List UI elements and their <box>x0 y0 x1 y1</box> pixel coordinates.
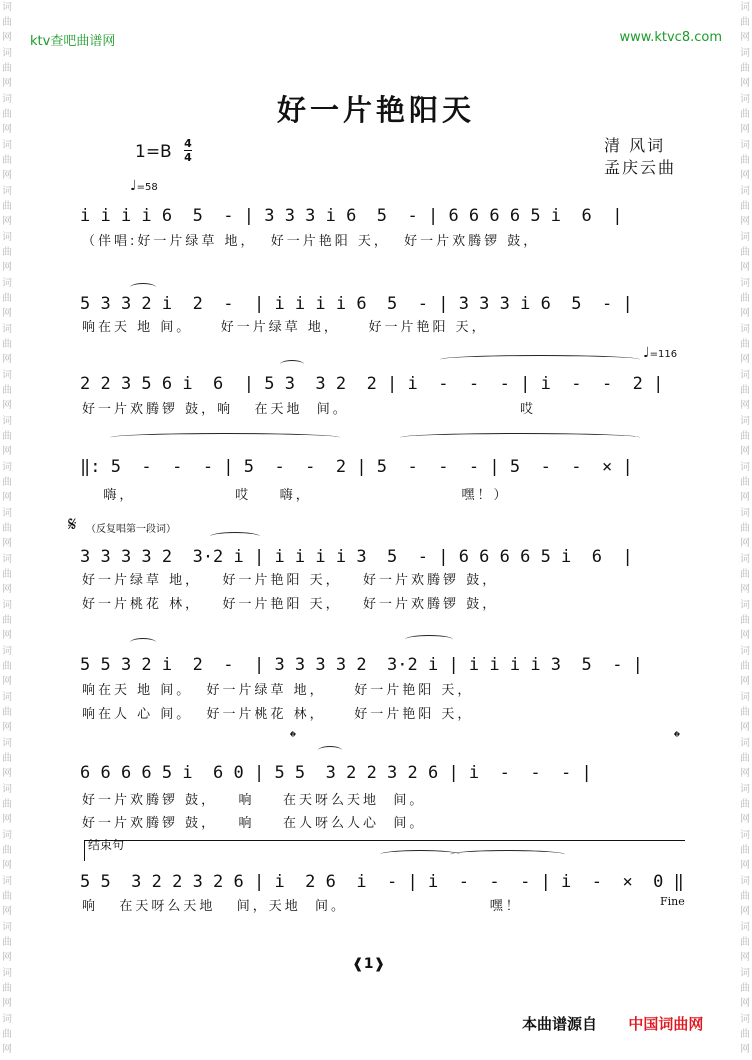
site-url-right[interactable]: www.ktvc8.com <box>619 30 722 45</box>
key-signature: 1=B <box>135 142 172 162</box>
notation-row-8 <box>80 862 690 898</box>
quarter-note-icon: ♩ <box>130 178 137 194</box>
lyric-line: 响在天 地 间。 好一片绿草 地， 好一片艳阳 天， <box>82 320 488 335</box>
lyric-line-1: 好一片绿草 地， 好一片艳阳 天， 好一片欢腾锣 鼓， <box>82 573 499 588</box>
coda-icon: 𝄌 <box>674 728 680 748</box>
source-site-link[interactable]: 中国词曲网 <box>628 1015 704 1033</box>
lyric-line-1: 响在天 地 间。 好一片绿草 地， 好一片艳阳 天， <box>82 683 474 698</box>
page-bracket-left-icon: ❰ <box>352 956 364 972</box>
composer: 孟庆云曲 <box>604 158 677 177</box>
lyric-line: 响 在天呀么天地 间，天地 间。 嘿！ <box>82 899 522 914</box>
notes: ‖: 5 - - - | 5 - - 2 | 5 - - - | 5 - - × | <box>80 457 633 477</box>
site-name-left[interactable]: ktv查吧曲谱网 <box>30 34 116 49</box>
notation-row-1 <box>80 196 690 232</box>
notes: 5 5 3 2 2 3 2 6 | i 2 6 i - | i - - - | i - × 0 ‖ <box>80 872 684 892</box>
tempo-marking-1: ♩=58 <box>130 178 158 194</box>
notes: 6 6 6 6 5 i 6 0 | 5 5 3 2 2 3 2 6 | i - - - | <box>80 763 592 783</box>
lyric-line: 好一片欢腾锣 鼓，响 在天地 间。 哎 <box>82 402 536 417</box>
lyric-line-1: 好一片欢腾锣 鼓， 响 在天呀么天地 间。 <box>82 793 426 808</box>
song-title: 好一片艳阳天 <box>276 93 475 127</box>
watermark-right: 词 曲 网 词 曲 网 词 曲 网 词 曲 网 词 曲 网 词 曲 网 词 曲 网 词 曲 网 词 曲 网 词 曲 网 词 曲 网 词 曲 网 词 曲 网 词 曲 网 词 曲 网 词 曲 网 词 曲 网 词 曲 网 词 曲 网 词 曲 网 词 曲 网 词 曲 网 词 曲 网 <box>740 2 750 1055</box>
segno-icon: 𝄋 <box>68 512 77 536</box>
repeat-note: （反复唱第一段词） <box>86 524 176 535</box>
coda-icon: 𝄌 <box>290 728 296 748</box>
notation-row-3 <box>80 364 690 400</box>
page-number: ❰1❱ <box>352 956 386 972</box>
credits <box>604 135 676 179</box>
notes: i i i i 6 5 - | 3 3 3 i 6 5 - | 6 6 6 6 5 i 6 | <box>80 206 623 226</box>
lyric-line: （伴唱:好一片绿草 地， 好一片艳阳 天， 好一片欢腾锣 鼓， <box>82 234 540 249</box>
lyric-line-2: 好一片欢腾锣 鼓， 响 在人呀么人心 间。 <box>82 816 426 831</box>
tempo-marking-2: ♩=116 <box>643 345 678 361</box>
quarter-note-icon: ♩ <box>643 345 650 361</box>
notation-row-7 <box>80 753 690 789</box>
lyric-line: 嗨， 哎 嗨， 嘿！） <box>82 488 510 503</box>
notes: 5 5 3 2 i 2 - | 3 3 3 3 2 3·2 i | i i i i 3 5 - | <box>80 655 643 675</box>
notation-row-2 <box>80 284 690 320</box>
lyric-line-2: 好一片桃花 林， 好一片艳阳 天， 好一片欢腾锣 鼓， <box>82 597 499 612</box>
fine-marking: Fine <box>660 895 685 908</box>
lyricist: 清 风词 <box>604 136 666 155</box>
notation-row-4 <box>80 447 690 483</box>
ending-label: 结束句 <box>88 838 125 852</box>
notation-row-6 <box>80 645 690 681</box>
lyric-line-2: 响在人 心 间。 好一片桃花 林， 好一片艳阳 天， <box>82 707 474 722</box>
time-signature: 4 4 <box>184 137 192 164</box>
notation-row-5 <box>80 537 690 573</box>
source-credit: 本曲谱源自 中国词曲网 <box>522 1015 704 1033</box>
page-bracket-right-icon: ❱ <box>373 956 386 972</box>
watermark-left: 词 曲 网 词 曲 网 词 曲 网 词 曲 网 词 曲 网 词 曲 网 词 曲 网 词 曲 网 词 曲 网 词 曲 网 词 曲 网 词 曲 网 词 曲 网 词 曲 网 词 曲 网 词 曲 网 词 曲 网 词 曲 网 词 曲 网 词 曲 网 词 曲 网 词 曲 网 词 曲 网 <box>2 2 12 1055</box>
notes: 2 2 3 5 6 i 6 | 5 3 3 2 2 | i - - - | i - - 2 | <box>80 374 664 394</box>
notes: 3 3 3 3 2 3·2 i | i i i i 3 5 - | 6 6 6 6 5 i 6 | <box>80 547 633 567</box>
notes: 5 3 3 2 i 2 - | i i i i 6 5 - | 3 3 3 i 6 5 - | <box>80 294 633 314</box>
